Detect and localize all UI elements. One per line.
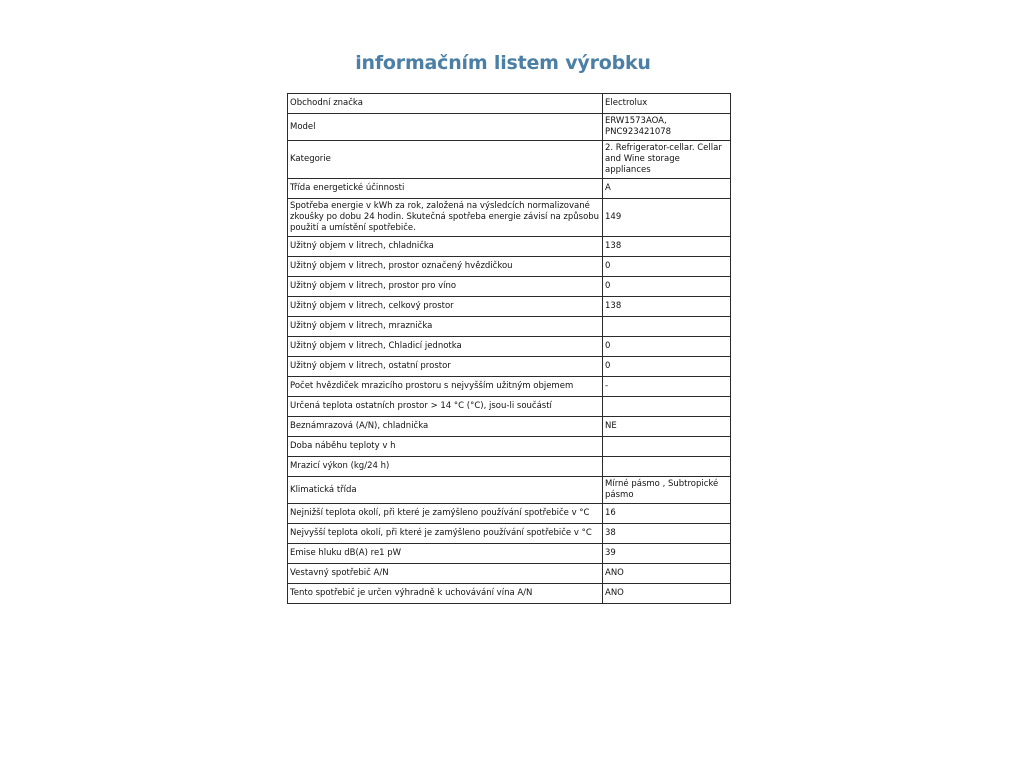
page-title: informačním listem výrobku [355,52,651,74]
row-value: ANO [603,584,731,604]
row-label: Třída energetické účinnosti [288,179,603,199]
row-label: Model [288,114,603,141]
row-value: 138 [603,297,731,317]
table-row [288,524,731,544]
row-label: Užitný objem v litrech, Chladicí jednotka [288,337,603,357]
row-label: Kategorie [288,141,603,179]
table-row [288,584,731,604]
table-row [288,237,731,257]
row-value: 0 [603,337,731,357]
row-label: Užitný objem v litrech, prostor označený hvězdičkou [288,257,603,277]
row-label: Nejvyšší teplota okolí, při které je zamýšleno používání spotřebiče v °C [288,524,603,544]
row-value: 2. Refrigerator-cellar. Cellar and Wine storage appliances [603,141,731,179]
row-value: NE [603,417,731,437]
row-value: 0 [603,357,731,377]
row-value: Electrolux [603,94,731,114]
table-row [288,141,731,179]
row-value: 38 [603,524,731,544]
table-row [288,457,731,477]
row-label: Doba náběhu teploty v h [288,437,603,457]
row-label: Užitný objem v litrech, chladnička [288,237,603,257]
table-row [288,297,731,317]
table-row [288,377,731,397]
table-row [288,477,731,504]
row-value: 16 [603,504,731,524]
row-value [603,397,731,417]
product-info-table [287,93,731,604]
table-row [288,544,731,564]
row-value: 0 [603,277,731,297]
row-value: - [603,377,731,397]
table-row [288,437,731,457]
row-label: Nejnižší teplota okolí, při které je zamýšleno používání spotřebiče v °C [288,504,603,524]
row-label: Beznámrazová (A/N), chladnička [288,417,603,437]
row-label: Užitný objem v litrech, mraznička [288,317,603,337]
table-row [288,257,731,277]
row-value [603,437,731,457]
table-row [288,277,731,297]
table-row [288,179,731,199]
row-label: Obchodní značka [288,94,603,114]
row-label: Počet hvězdiček mrazicího prostoru s nejvyšším užitným objemem [288,377,603,397]
table-row [288,337,731,357]
table-row [288,357,731,377]
row-label: Klimatická třída [288,477,603,504]
row-value: 149 [603,199,731,237]
table-row [288,564,731,584]
row-value: A [603,179,731,199]
row-label: Mrazicí výkon (kg/24 h) [288,457,603,477]
row-value: 0 [603,257,731,277]
row-value: Mírné pásmo , Subtropické pásmo [603,477,731,504]
row-label: Užitný objem v litrech, ostatní prostor [288,357,603,377]
row-value: 138 [603,237,731,257]
row-label: Spotřeba energie v kWh za rok, založená na výsledcích normalizované zkoušky po dobu 24 hodin. Skutečná spotřeba energie závisí na způsobu použití a umístění spotřebiče. [288,199,603,237]
row-value: 39 [603,544,731,564]
table-row [288,417,731,437]
table-row [288,94,731,114]
row-label: Vestavný spotřebič A/N [288,564,603,584]
row-label: Užitný objem v litrech, celkový prostor [288,297,603,317]
row-value: ANO [603,564,731,584]
table-row [288,114,731,141]
row-value [603,317,731,337]
row-value: ERW1573AOA, PNC923421078 [603,114,731,141]
row-label: Tento spotřebič je určen výhradně k uchovávání vína A/N [288,584,603,604]
table-row [288,504,731,524]
table-row [288,397,731,417]
table-row [288,199,731,237]
row-label: Užitný objem v litrech, prostor pro víno [288,277,603,297]
row-value [603,457,731,477]
table-row [288,317,731,337]
row-label: Určená teplota ostatních prostor > 14 °C (°C), jsou-li součástí [288,397,603,417]
row-label: Emise hluku dB(A) re1 pW [288,544,603,564]
